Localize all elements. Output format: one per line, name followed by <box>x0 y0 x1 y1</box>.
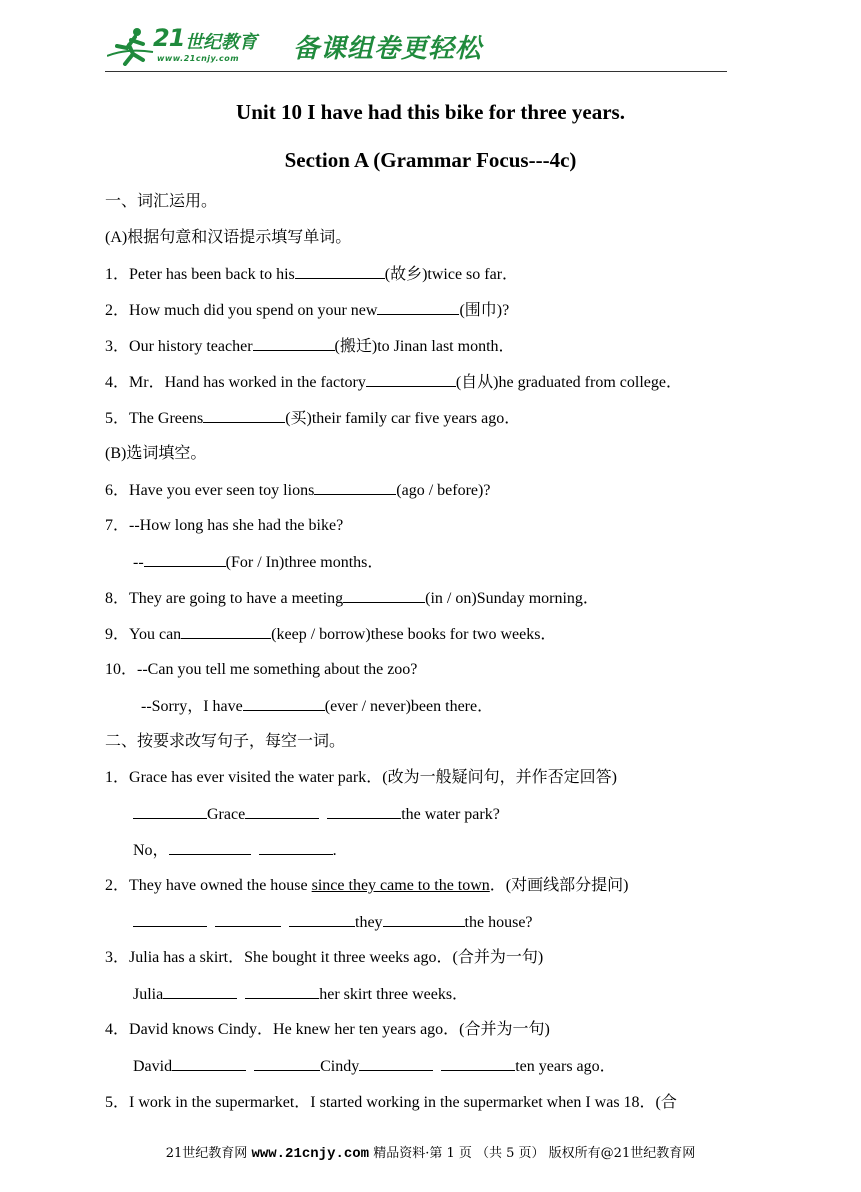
page-subtitle: Section A (Grammar Focus---4c) <box>284 148 577 172</box>
rewrite-4-line2: David Cindy ten years ago． <box>133 1058 616 1075</box>
answer-blank[interactable] <box>441 1056 515 1071</box>
rewrite-2-line2: they the house? <box>133 912 533 933</box>
answer-blank[interactable] <box>366 372 456 387</box>
question-6: 6．Have you ever seen toy lions (ago / before)? <box>105 482 491 499</box>
answer-blank[interactable] <box>254 1056 320 1071</box>
answer-blank[interactable] <box>215 912 281 927</box>
answer-blank[interactable] <box>181 624 271 639</box>
question-10-answer: --Sorry，I have (ever / never)been there． <box>141 698 494 715</box>
question-4: 4．Mr．Hand has worked in the factory (自从)he graduated from college． <box>105 374 682 391</box>
rewrite-1: 1．Grace has ever visited the water park．(改为一般疑问句，并作否定回答) <box>105 769 617 786</box>
answer-blank[interactable] <box>133 804 207 819</box>
answer-blank[interactable] <box>172 1056 246 1071</box>
answer-blank[interactable] <box>245 984 319 999</box>
logo-url: www.21cnjy.com <box>157 54 240 63</box>
answer-blank[interactable] <box>133 912 207 927</box>
header-slogan: 备课组卷更轻松 <box>293 34 483 64</box>
answer-blank[interactable] <box>343 588 425 603</box>
answer-blank[interactable] <box>253 336 335 351</box>
question-7-answer: -- (For / In)three months． <box>133 554 384 571</box>
logo-number: 21 <box>153 24 185 52</box>
answer-blank[interactable] <box>289 912 355 927</box>
answer-blank[interactable] <box>163 984 237 999</box>
page-footer: 21世纪教育网 www.21cnjy.com 精品资料·第 1 页 （共 5 页） 版权所有@21世纪教育网 <box>165 1146 696 1162</box>
answer-blank[interactable] <box>377 300 459 315</box>
question-10: 10．--Can you tell me something about the zoo? <box>105 661 418 678</box>
runner-logo-icon <box>107 26 155 66</box>
part1-sub-b: (B)选词填空。 <box>105 445 207 462</box>
header-divider <box>105 71 727 72</box>
part1-heading: 一、词汇运用。 <box>105 193 218 210</box>
answer-blank[interactable] <box>295 264 385 279</box>
page-header <box>105 22 727 72</box>
answer-blank[interactable] <box>243 696 325 711</box>
rewrite-3: 3．Julia has a skirt．She bought it three weeks ago．(合并为一句) <box>105 949 544 966</box>
rewrite-4: 4．David knows Cindy．He knew her ten years ago．(合并为一句) <box>105 1021 550 1038</box>
part1-sub-a: (A)根据句意和汉语提示填写单词。 <box>105 229 352 246</box>
answer-blank[interactable] <box>169 840 251 855</box>
answer-blank[interactable] <box>314 480 396 495</box>
answer-blank[interactable] <box>327 804 401 819</box>
question-7: 7．--How long has she had the bike? <box>105 517 344 534</box>
rewrite-1-line2: Grace the water park? <box>133 804 500 825</box>
rewrite-2: 2．They have owned the house since they came to the town．(对画线部分提问) <box>105 877 629 894</box>
answer-blank[interactable] <box>144 552 226 567</box>
question-3: 3．Our history teacher (搬迁)to Jinan last month． <box>105 338 515 355</box>
answer-blank[interactable] <box>383 912 465 927</box>
answer-blank[interactable] <box>245 804 319 819</box>
logo-text: 世纪教育 <box>185 32 257 53</box>
footer-url[interactable]: www.21cnjy.com <box>251 1146 370 1162</box>
rewrite-5: 5．I work in the supermarket．I started working in the supermarket when I was 18．(合 <box>105 1094 677 1111</box>
question-9: 9．You can (keep / borrow)these books for two weeks． <box>105 626 557 643</box>
question-5: 5．The Greens (买)their family car five years ago． <box>105 410 521 427</box>
question-1: 1．Peter has been back to his (故乡)twice so far． <box>105 266 519 283</box>
question-2: 2．How much did you spend on your new (围巾)? <box>105 302 510 319</box>
answer-blank[interactable] <box>203 408 285 423</box>
part2-heading: 二、按要求改写句子，每空一词。 <box>105 733 346 750</box>
answer-blank[interactable] <box>359 1056 433 1071</box>
rewrite-1-line3: No， . <box>133 842 337 859</box>
underlined-phrase: since they came to the town <box>311 877 490 894</box>
question-8: 8．They are going to have a meeting (in / on)Sunday morning． <box>105 590 599 607</box>
page-title: Unit 10 I have had this bike for three years. <box>236 100 625 124</box>
rewrite-3-line2: Julia her skirt three weeks． <box>133 986 469 1003</box>
answer-blank[interactable] <box>259 840 333 855</box>
